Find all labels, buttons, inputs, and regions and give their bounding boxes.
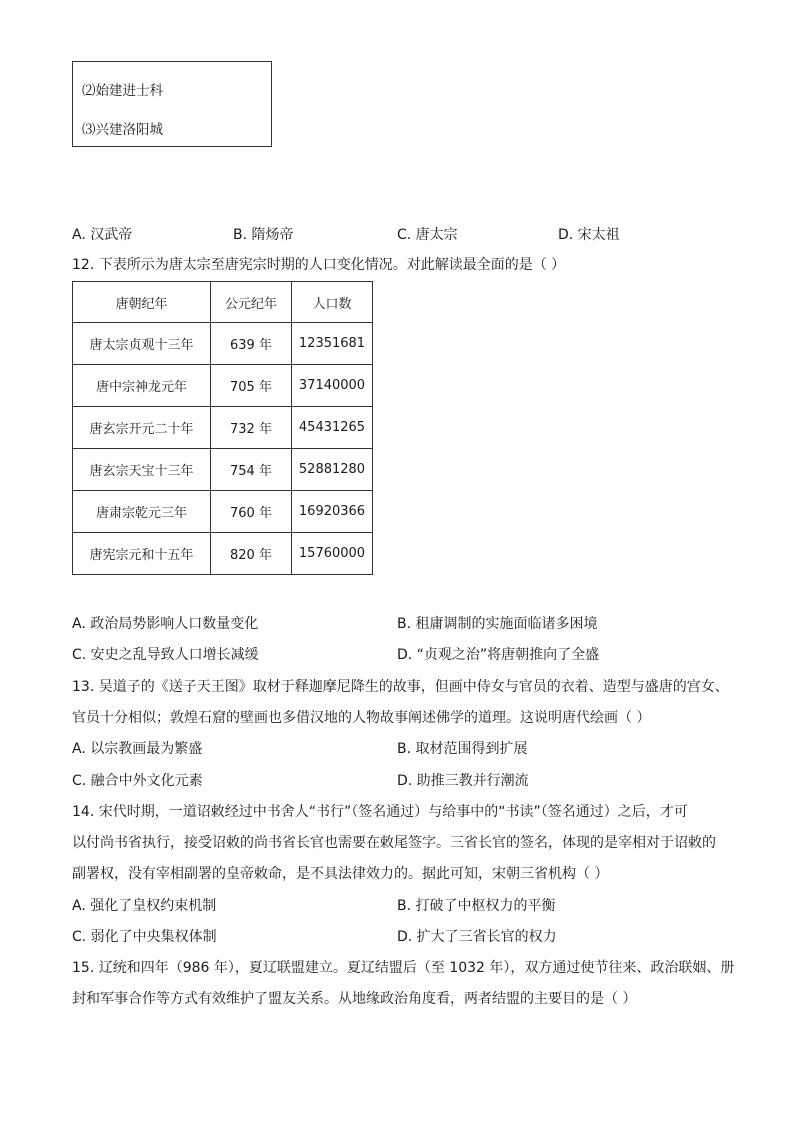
question-13-line: 13. 吴道子的《送子天王图》取材于释迦摩尼降生的故事，但画中侍女与官员的衣着、造型与盛唐的宫女、 [72,679,729,695]
table-cell: 732 年 [211,407,292,449]
option-d: D. “贞观之治”将唐朝推向了全盛 [397,647,600,663]
option-c: C. 弱化了中央集权体制 [72,929,217,945]
table-cell: 12351681 [292,323,373,365]
option-a: A. 政治局势影响人口数量变化 [72,616,259,632]
option-a: A. 汉武帝 [72,227,133,243]
table-cell: 唐中宗神龙元年 [73,365,211,407]
table-cell: 16920366 [292,491,373,533]
question-15-line: 封和军事合作等方式有效维护了盟友关系。从地缘政治角度看，两者结盟的主要目的是（ ） [72,991,637,1007]
option-b: B. 隋炀帝 [233,227,294,243]
option-b: B. 打破了中枢权力的平衡 [397,898,556,914]
question-12-stem: 12. 下表所示为唐太宗至唐宪宗时期的人口变化情况。对此解读最全面的是（ ） [72,257,566,273]
material-box [72,61,272,147]
question-14-line: 14. 宋代时期，一道诏敕经过中书舍人“书行”（签名通过）与给事中的“书读”（签名通过）之后，才可 [72,804,688,820]
question-14-line: 副署权，没有宰相副署的皇帝敕命，是不具法律效力的。据此可知，宋朝三省机构（ ） [72,866,609,882]
table-row [73,491,373,533]
table-cell: 639 年 [211,323,292,365]
question-14-line: 以付尚书省执行，接受诏敕的尚书省长官也需要在敕尾签字。三省长官的签名，体现的是宰相对于诏敕的 [72,835,716,851]
option-b: B. 租庸调制的实施面临诸多困境 [397,616,598,632]
table-cell: 52881280 [292,449,373,491]
table-header-row [73,282,373,323]
option-d: D. 扩大了三省长官的权力 [397,929,557,945]
box-line: ⑶兴建洛阳城 [82,122,163,138]
table-cell: 唐肃宗乾元三年 [73,491,211,533]
table-cell: 820 年 [211,533,292,575]
question-13-line: 官员十分相似；敦煌石窟的壁画也多借汉地的人物故事阐述佛学的道理。这说明唐代绘画（ ） [72,710,651,726]
option-a: A. 强化了皇权约束机制 [72,898,217,914]
question-15-line: 15. 辽统和四年（986 年），夏辽联盟建立。夏辽结盟后（至 1032 年），双方通过使节往来、政治联姻、册 [72,960,735,976]
table-cell: 唐宪宗元和十五年 [73,533,211,575]
table-cell: 37140000 [292,365,373,407]
table-cell: 唐玄宗开元二十年 [73,407,211,449]
table-row [73,449,373,491]
option-d: D. 助推三教并行潮流 [397,773,529,789]
table-row [73,533,373,575]
header-cell: 唐朝纪年 [73,282,211,323]
table-cell: 唐玄宗天宝十三年 [73,449,211,491]
option-c: C. 唐太宗 [397,227,458,243]
table-cell: 45431265 [292,407,373,449]
option-d: D. 宋太祖 [558,227,620,243]
table-cell: 754 年 [211,449,292,491]
header-cell: 公元纪年 [211,282,292,323]
box-line: ⑵始建进士科 [82,83,163,99]
table-cell: 15760000 [292,533,373,575]
table-cell: 705 年 [211,365,292,407]
option-b: B. 取材范围得到扩展 [397,741,528,757]
table-row [73,365,373,407]
header-cell: 人口数 [292,282,373,323]
option-c: C. 融合中外文化元素 [72,773,203,789]
table-row [73,323,373,365]
table-cell: 760 年 [211,491,292,533]
table-cell: 唐太宗贞观十三年 [73,323,211,365]
population-table [72,281,373,575]
option-a: A. 以宗教画最为繁盛 [72,741,203,757]
option-c: C. 安史之乱导致人口增长减缓 [72,647,259,663]
table-row [73,407,373,449]
